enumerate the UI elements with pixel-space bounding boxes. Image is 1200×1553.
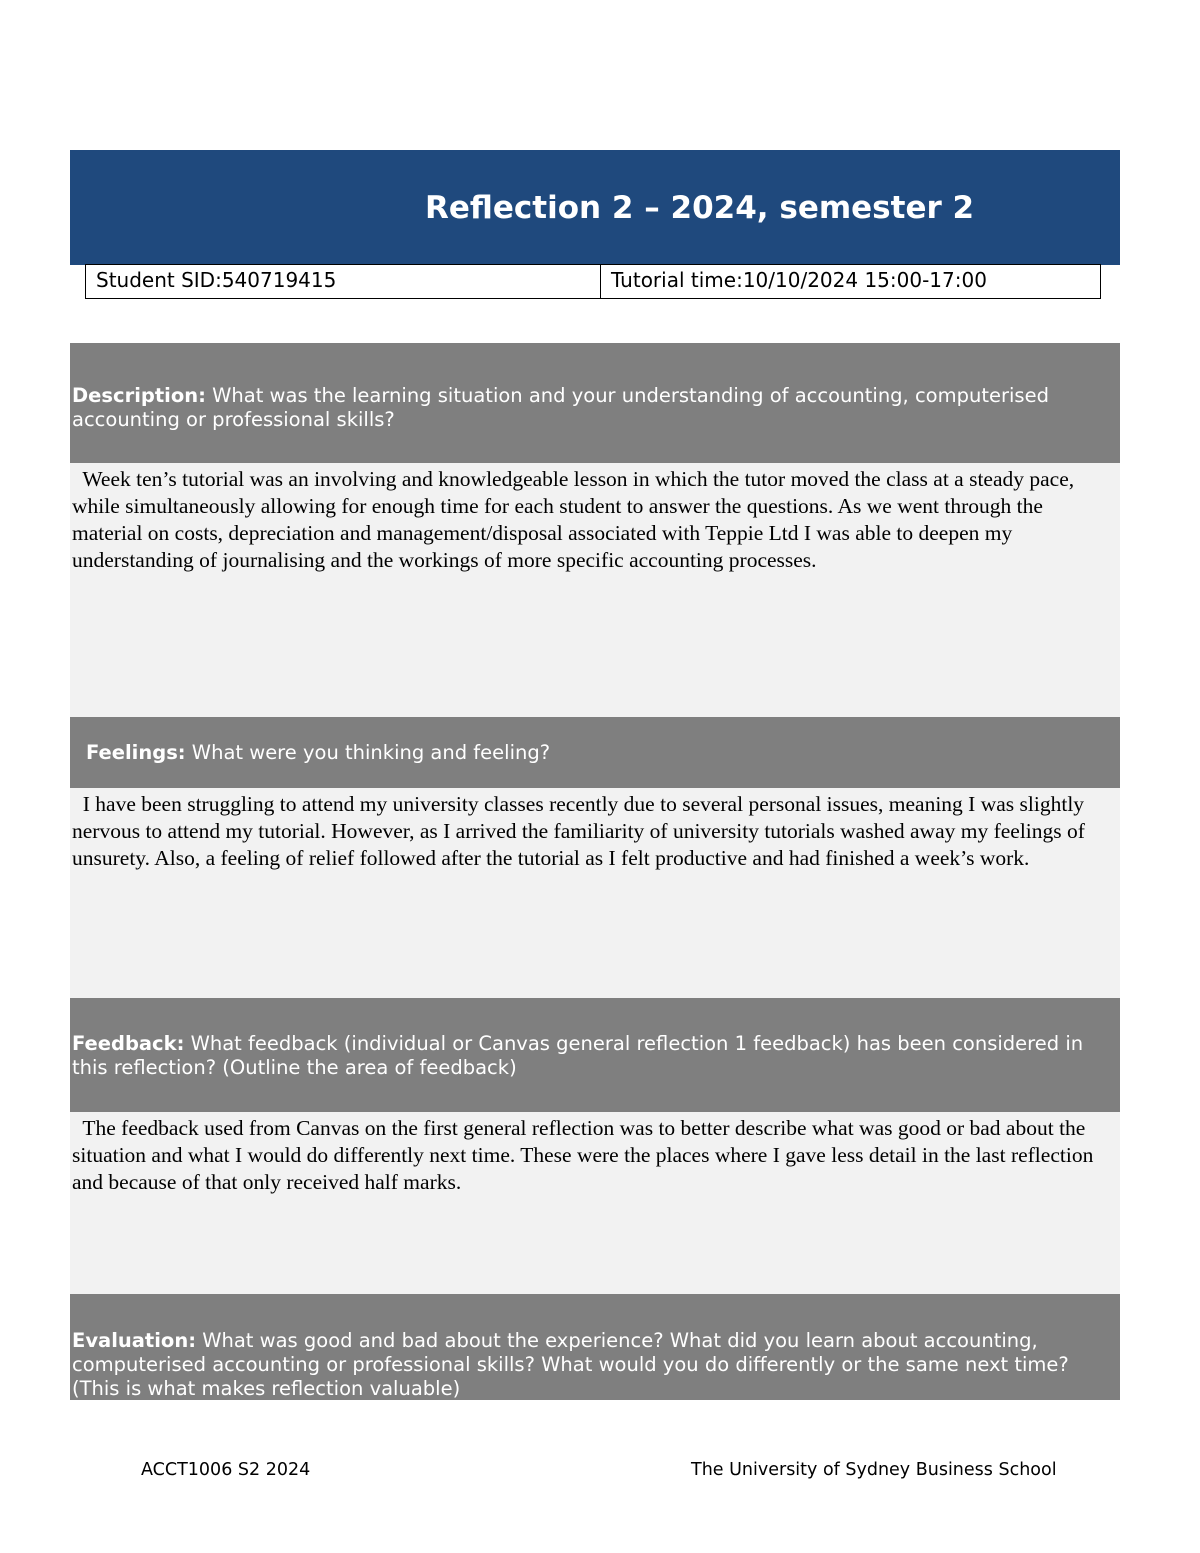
feelings-question-band [70, 717, 1120, 788]
student-sid-value: 540719415 [221, 268, 337, 292]
description-question [72, 384, 1110, 432]
description-question-text: What was the learning situation and your understanding of accounting, computerised accounting or professional skills? [72, 384, 1049, 431]
tutorial-time-value: 10/10/2024 15:00-17:00 [742, 268, 987, 292]
page-title: Reflection 2 – 2024, semester 2 [425, 190, 975, 226]
student-sid-cell [86, 265, 601, 298]
student-sid-label: Student SID: [96, 268, 222, 292]
feedback-question [72, 1032, 1110, 1080]
feelings-question-text: What were you thinking and feeling? [185, 741, 551, 764]
description-question-band [70, 343, 1120, 463]
evaluation-question [72, 1329, 1110, 1401]
title-banner [70, 150, 1120, 265]
feedback-question-band [70, 998, 1120, 1112]
tutorial-time-label: Tutorial time: [611, 268, 743, 292]
evaluation-question-text: What was good and bad about the experience? What did you learn about accounting, computerised accounting or professional skills? What would you do differently or the same next time? (This is what makes reflection valuable) [72, 1329, 1069, 1400]
tutorial-time-cell [601, 265, 1100, 298]
evaluation-heading: Evaluation: [72, 1329, 196, 1352]
description-answer: Week ten’s tutorial was an involving and knowledgeable lesson in which the tutor moved the class at a steady pace, while simultaneously allowing for enough time for each student to answer the questions. As we went through the material on costs, depreciation and management/disposal associated with Teppie Ltd I was able to deepen my understanding of journalising and the workings of more specific accounting processes. [70, 463, 1120, 717]
feedback-heading: Feedback: [72, 1032, 185, 1055]
feelings-question [86, 741, 1110, 765]
evaluation-question-band [70, 1294, 1120, 1400]
feedback-answer: The feedback used from Canvas on the first general reflection was to better describe what was good or bad about the situation and what I would do differently next time. These were the places where I gave less detail in the last reflection and because of that only received half marks. [70, 1112, 1120, 1294]
feelings-answer: I have been struggling to attend my university classes recently due to several personal issues, meaning I was slightly nervous to attend my tutorial. However, as I arrived the familiarity of university tutorials washed away my feelings of unsurety. Also, a feeling of relief followed after the tutorial as I felt productive and had finished a week’s work. [70, 788, 1120, 998]
description-heading: Description: [72, 384, 206, 407]
feelings-heading: Feelings: [86, 741, 186, 764]
feedback-question-text: What feedback (individual or Canvas general reflection 1 feedback) has been considered in this reflection? (Outline the area of feedback) [72, 1032, 1084, 1079]
footer-course-code: ACCT1006 S2 2024 [141, 1460, 311, 1480]
student-info-table [85, 264, 1101, 299]
footer-school-name: The University of Sydney Business School [691, 1460, 1057, 1480]
